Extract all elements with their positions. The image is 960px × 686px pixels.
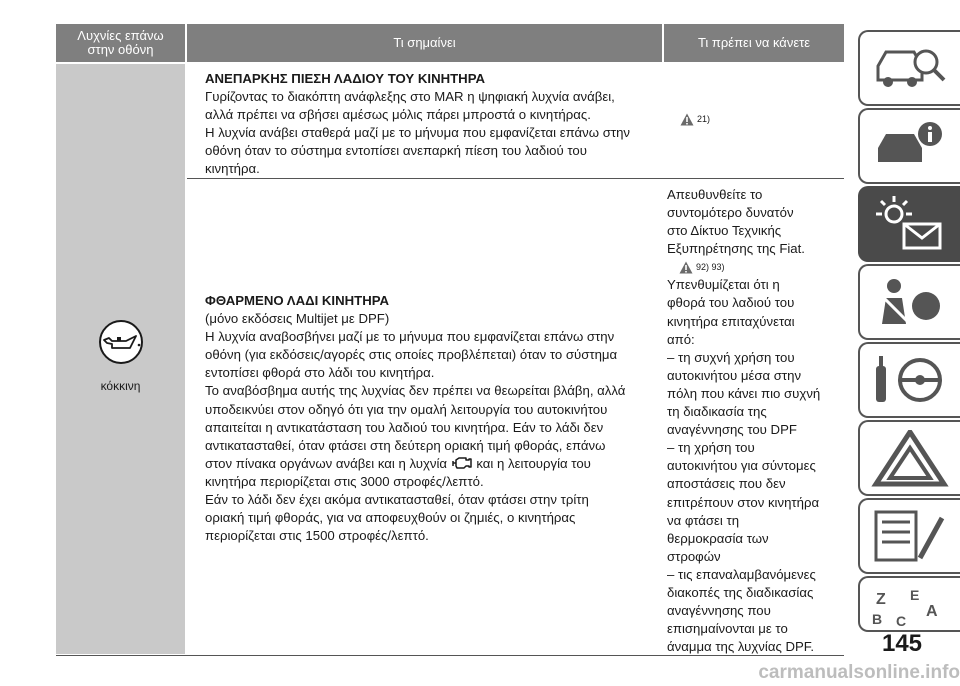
row2-icon-line [205,455,660,473]
action-line: αποστάσεις που δεν [667,476,786,492]
row2-line: Εάν το λάδι δεν έχει ακόμα αντικατασταθεί, όταν φτάσει στην τρίτη [205,492,589,508]
action-line: διακοπές της διαδικασίας [667,584,814,600]
sidebar-tab-starting-driving[interactable] [858,342,960,418]
sidebar-tab-warning-lights[interactable] [858,186,960,262]
action-line: αυτοκινήτου για σύντομες [667,458,816,474]
action-line: τη διαδικασία της [667,404,767,420]
row1-line: Γυρίζοντας το διακόπτη ανάφλεξης στο MAR η ψηφιακή λυχνία ανάβει, [205,89,615,105]
sidebar-tab-emergency[interactable] [858,420,960,496]
car-info-icon [870,118,950,176]
action-line: Απευθυνθείτε το [667,187,763,202]
alphabetical-index-icon [870,586,950,630]
action-line: να φτάσει τη [667,512,740,528]
sidebar-tab-maintenance[interactable] [858,498,960,574]
action-line: φθορά του λαδιού του [667,295,795,311]
row2-title: ΦΘΑΡΜΕΝΟ ΛΑΔΙ ΚΙΝΗΤΗΡΑ [205,293,390,308]
row2-line: Το αναβόσβημα αυτής της λυχνίας δεν πρέπει να θεωρείται βλάβη, αλλά [205,383,626,399]
warning-triangle-icon [680,113,694,126]
lamp-color-label: κόκκινη [100,379,141,393]
row2-action [667,186,845,656]
action-line: Εξυπηρέτησης της Fiat. [667,241,805,257]
row2-line: οθόνη (για εκδόσεις/αγορές στις οποίες προβλέπεται) όταν το σύστημα [205,347,618,363]
action-line: επιτρέπουν στον κινητήρα [667,494,820,510]
car-search-icon [870,40,950,98]
row2-line: αντικατασταθεί, όταν φτάσει στη δεύτερη οριακή τιμή φθοράς, επάνω [205,437,606,453]
action-line: αναγέννησης του DPF [667,422,797,438]
steering-start-icon [870,352,950,410]
row2-line: απαιτείται η αντικατάσταση του λαδιού του κινητήρα. Εάν το λάδι δεν [205,419,604,435]
sidebar-tab-safety[interactable] [858,264,960,340]
action-line: – τη χρήση του [667,440,755,456]
row1-warning-ref [680,110,710,128]
action-line: θερμοκρασία των [667,530,769,546]
warning-triangle-icon [679,261,693,274]
svg-text:E: E [910,587,920,603]
row2-meaning [205,292,660,545]
warning-lights-icon [868,194,948,252]
sidebar-tab-index[interactable] [858,576,960,632]
action-line: από: [667,331,695,347]
airbag-safety-icon [870,274,950,332]
row2-line: Η λυχνία αναβοσβήνει μαζί με το μήνυμα που εμφανίζεται επάνω στην [205,329,615,345]
row1-line: κινητήρα. [205,161,260,177]
action-line: συντομότερο δυνατόν [667,205,794,221]
action-line: αυτοκινήτου μέσα στην [667,367,802,383]
row2-warning-ref-text: 92) 93) [696,262,725,273]
row1-warning-ref-text: 21) [697,114,711,124]
row1-line: Η λυχνία ανάβει σταθερά μαζί με το μήνυμα που εμφανίζεται επάνω στην [205,125,630,141]
wrench-car-icon [870,508,950,566]
action-line: άναμμα της λυχνίας DPF. [667,639,815,655]
row2-icon-line-after: και η λειτουργία του [476,455,591,471]
svg-text:Z: Z [876,591,886,608]
sidebar-tab-car-info[interactable] [858,108,960,184]
row2-line: περιορίζεται στις 1500 στροφές/λεπτό. [205,528,429,544]
svg-text:B: B [872,611,883,627]
action-line: στροφών [667,548,721,564]
sidebar-tab-car-search[interactable] [858,30,960,106]
svg-text:C: C [896,613,907,629]
action-line: αναγέννησης που [667,603,771,619]
action-line: Υπενθυμίζεται ότι η [667,277,780,293]
row2-warning-ref [667,258,845,276]
header-lamps: Λυχνίες επάνω στην οθόνη [56,24,185,62]
svg-text:A: A [926,603,938,620]
engine-check-icon [451,456,473,470]
action-line: – τη συχνή χρήση του [667,349,795,365]
header-meaning: Τι σημαίνει [187,24,662,62]
row2-line: κινητήρα περιορίζεται στις 3000 στροφές/λεπτό. [205,473,484,489]
action-line: κινητήρα επιταχύνεται [667,313,795,329]
action-line: στο Δίκτυο Τεχνικής [667,223,782,239]
header-action: Τι πρέπει να κάνετε [664,24,844,62]
oil-can-icon [92,320,150,364]
warning-triangle-icon [870,430,950,488]
row1-line: αλλά πρέπει να σβήσει αμέσως μόλις πάρει μπροστά ο κινητήρας. [205,107,591,123]
action-line: πόλη που κάνει πιο συχνή [667,385,821,401]
row2-line: εντοπίσει φθορά στο λάδι του κινητήρα. [205,365,435,381]
row2-line: οριακή τιμή φθοράς, για να αποφευχθούν οι ζημιές, ο κινητήρας [205,510,576,526]
row2-line: υποδεικνύει στον οδηγό ότι για την ομαλή λειτουργία του αυτοκινήτου [205,401,608,417]
page-number: 145 [881,630,923,657]
footer-watermark: carmanualsonline.info [758,662,960,683]
row2-icon-line-before: στον πίνακα οργάνων ανάβει και η λυχνία [205,455,448,471]
row1-line: οθόνη όταν το σύστημα εντοπίσει ανεπαρκή πίεση του λαδιού του [205,143,587,159]
action-line: – τις επαναλαμβανόμενες [667,566,816,582]
action-line: επισημαίνονται με το [667,621,788,637]
row1-meaning [205,70,660,179]
row2-line: (μόνο εκδόσεις Multijet με DPF) [205,311,390,327]
row1-title: ΑΝΕΠΑΡΚΗΣ ΠΙΕΣΗ ΛΑΔΙΟΥ ΤΟΥ ΚΙΝΗΤΗΡΑ [205,71,486,86]
